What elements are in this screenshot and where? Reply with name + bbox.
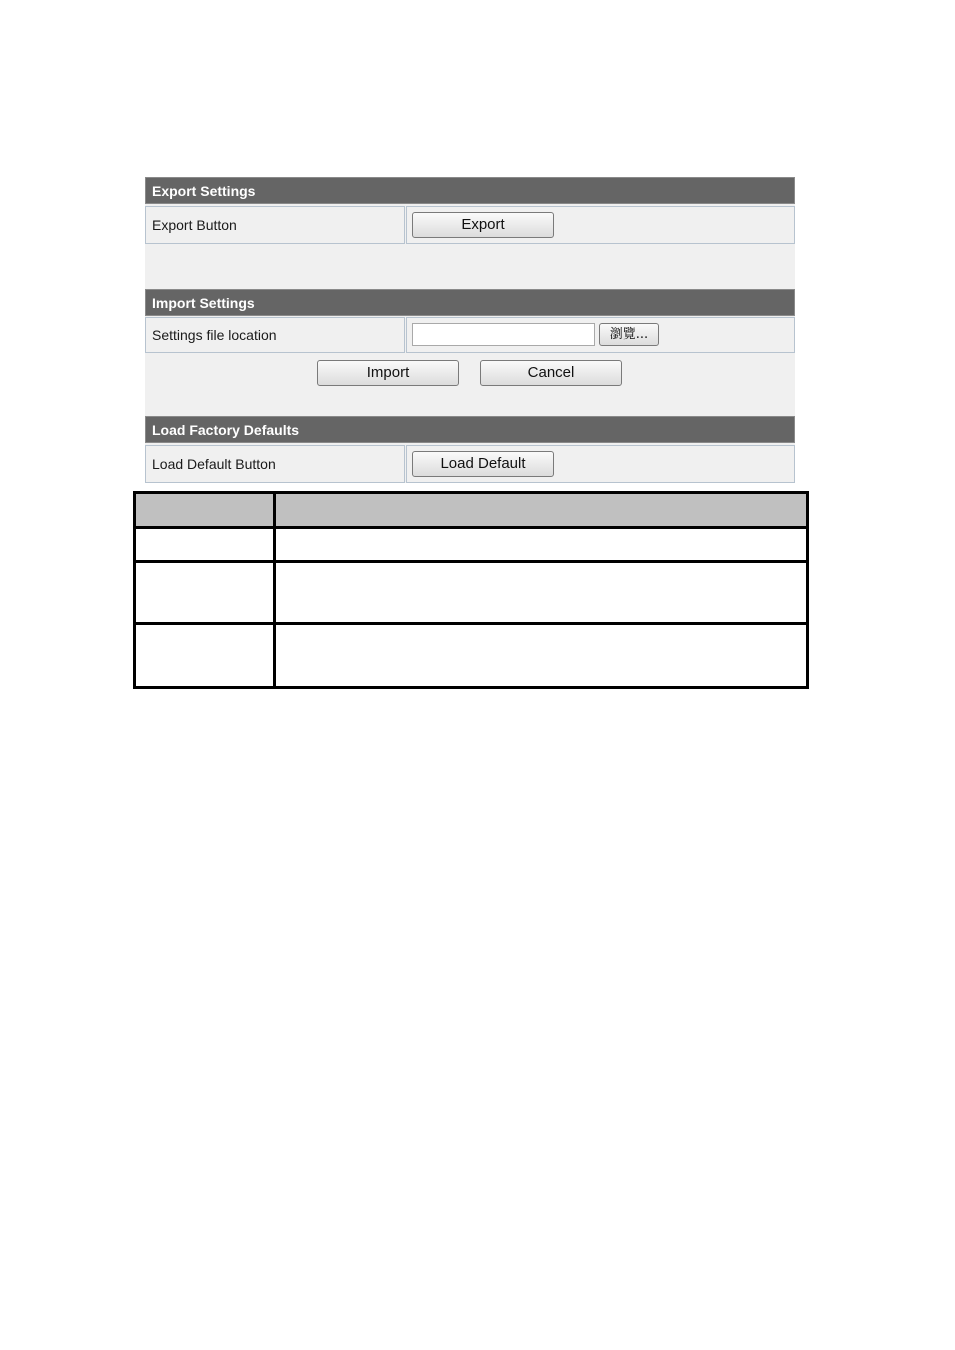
- import-settings-title: Import Settings: [152, 295, 255, 311]
- import-row-label: Settings file location: [145, 317, 405, 353]
- load-default-row-label: Load Default Button: [145, 445, 405, 483]
- row-divider: [136, 622, 806, 625]
- load-default-row-value: [406, 445, 795, 483]
- export-row: [145, 206, 795, 244]
- load-defaults-title: Load Factory Defaults: [152, 422, 300, 438]
- export-row-value: [406, 206, 795, 244]
- export-row-label: Export Button: [145, 206, 405, 244]
- export-settings-header: [145, 177, 795, 204]
- import-row-value: [406, 317, 795, 353]
- load-default-button[interactable]: Load Default: [412, 451, 554, 477]
- row-divider: [136, 560, 806, 563]
- settings-panel: [145, 177, 795, 483]
- description-table: [133, 491, 809, 689]
- import-row: [145, 317, 795, 353]
- export-button[interactable]: Export: [412, 212, 554, 238]
- load-defaults-header: [145, 416, 795, 443]
- description-table-header: [136, 494, 806, 526]
- cancel-button[interactable]: Cancel: [480, 360, 622, 386]
- column-divider: [273, 494, 276, 686]
- browse-button[interactable]: 瀏覽...: [599, 323, 659, 346]
- row-divider: [136, 526, 806, 529]
- load-default-row: [145, 445, 795, 483]
- export-settings-title: Export Settings: [152, 183, 256, 199]
- import-settings-header: [145, 289, 795, 316]
- settings-file-input[interactable]: [412, 323, 595, 346]
- import-button[interactable]: Import: [317, 360, 459, 386]
